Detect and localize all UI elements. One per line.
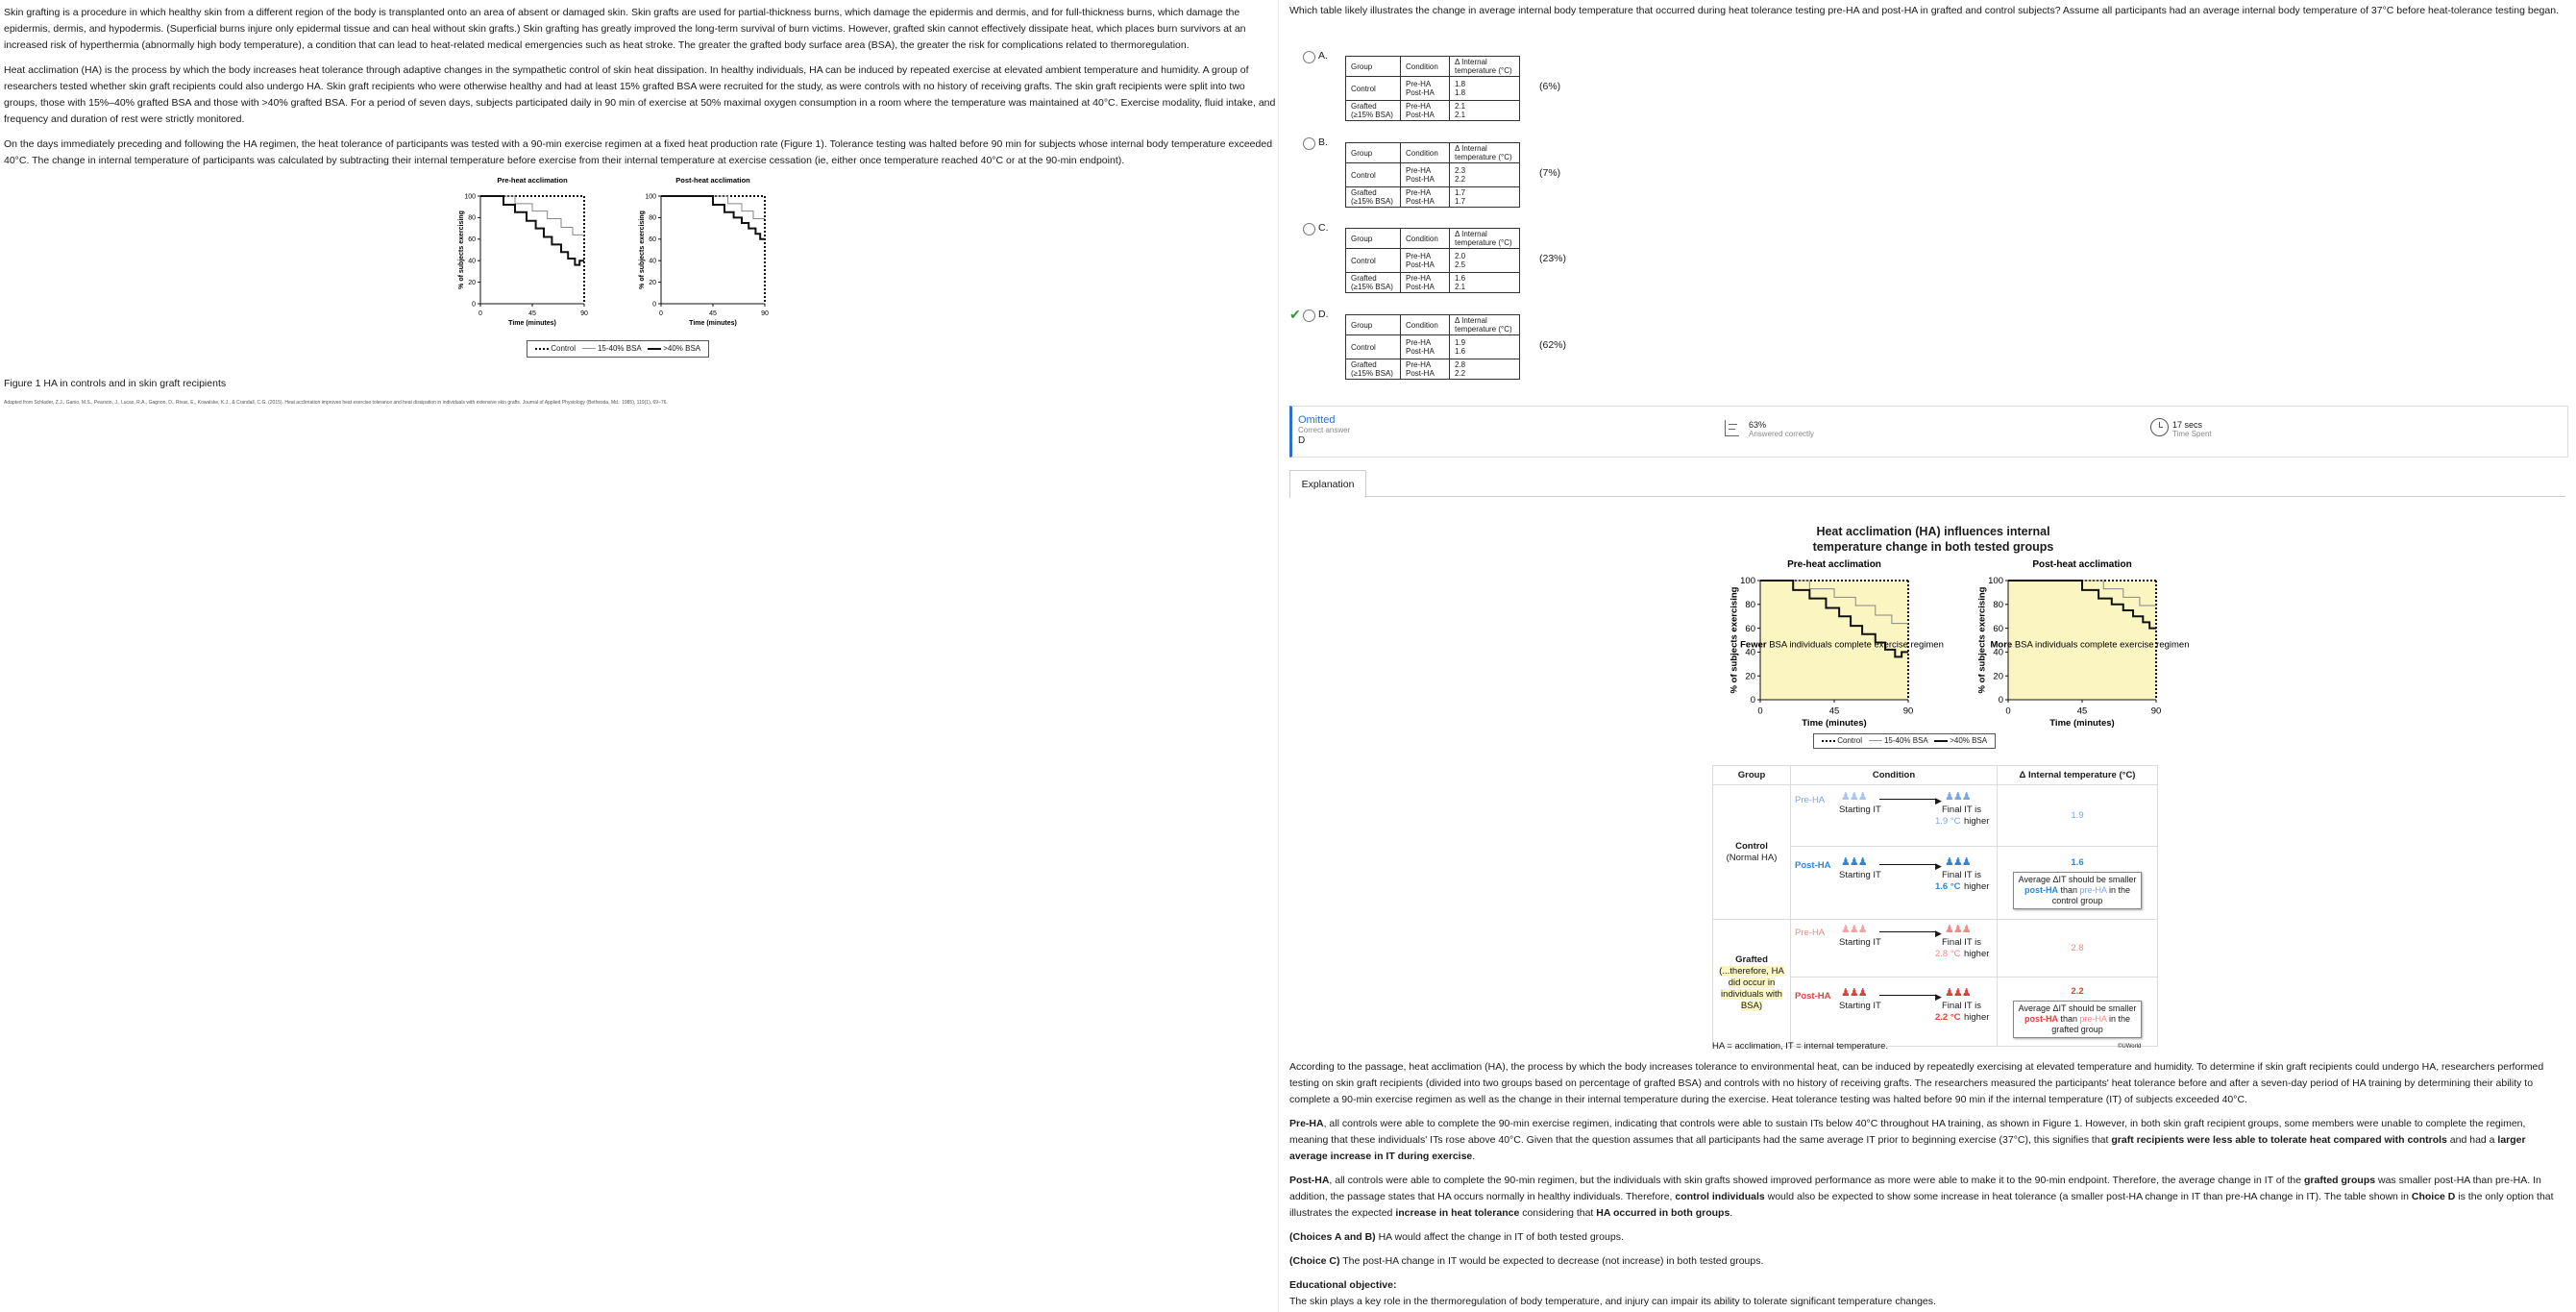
control-post-value-cell [1998, 847, 2158, 920]
people-icon: ♟♟♟ [1841, 987, 1867, 999]
x-tick-label: 0 [659, 310, 663, 317]
answer-choice-d[interactable] [1289, 309, 1597, 385]
final-it-suffix: higher [1964, 816, 1990, 827]
pane-divider [1278, 0, 1279, 1312]
y-tick-label: 40 [649, 258, 656, 265]
choice-percent: (62%) [1539, 339, 1567, 351]
explanation-charts [1712, 556, 2250, 757]
legend-control-swatch [535, 348, 549, 350]
group-control: Control [1346, 335, 1401, 359]
bold-text: Pre-HA [1289, 1118, 1324, 1129]
delta-cell: 2.3 2.2 [1450, 163, 1520, 187]
x-tick-label: 90 [1902, 706, 1914, 717]
choice-table [1345, 56, 1520, 121]
final-it-value: 1.9 °C [1935, 816, 1961, 827]
callout-pre: pre-HA [2079, 884, 2107, 895]
group-grafted: Grafted (≥15% BSA) [1346, 101, 1401, 121]
callout-text: in the control group [2051, 884, 2131, 905]
callout-text: BSA individuals complete exercise regimen [2012, 639, 2190, 651]
x-tick-label: 0 [1757, 706, 1763, 717]
choice-percent: (6%) [1539, 81, 1561, 92]
chart-title: Post-heat acclimation [2032, 559, 2132, 570]
y-tick-label: 0 [1750, 695, 1755, 706]
y-tick-label: 20 [468, 279, 476, 286]
control-post-value: 1.6 [2071, 856, 2084, 868]
bold-text: larger average increase in IT during exercise [1289, 1134, 2526, 1162]
explanation-figure-title: Heat acclimation (HA) influences internal temperature change in both tested groups [1812, 525, 2054, 554]
passage-paragraph-3: On the days immediately preceding and following the HA regimen, the heat tolerance of participants was tested with a 90-min exercise regimen at a fixed heat production rate (Figure 1). Tolerance testing was halted before 90 min for subjects whose internal body temperature exceeded 40°C. The change in internal temperature of participants was calculated by subtracting their internal temperature before exercise from their internal temperature at exercise cessation (ie, either once temperature reached 40°C or at the 90-min endpoint). [4, 138, 1273, 166]
table-header-condition: Condition [1791, 766, 1998, 785]
question-stem: Which table likely illustrates the change in average internal body temperature that occurred during heat tolerance testing pre-HA and post-HA in grafted and control subjects? Assume all participants had an average internal body temperature of 37°C before heat-tolerance testing began. [1289, 5, 2559, 16]
legend-control-label: Control [1837, 736, 1863, 745]
tab-underline [1364, 496, 2565, 497]
callout-text: than [2057, 1013, 2080, 1024]
radio-button[interactable] [1303, 223, 1315, 235]
x-tick-label: 0 [2005, 706, 2011, 717]
choice-letter: B. [1318, 136, 1328, 148]
text: was smaller post-HA than pre-HA. In addition, the passage states that HA occurs normally in healthy individuals. Therefore, [1289, 1175, 2541, 1202]
series-line--40-bsa [661, 196, 765, 239]
header-group: Group [1346, 229, 1401, 249]
y-axis-label: % of subjects exercising [638, 210, 646, 289]
header-group: Group [1346, 143, 1401, 163]
pre-ha-label: Pre-HA [1795, 795, 1826, 805]
choice-letter: A. [1318, 50, 1328, 62]
people-icon: ♟♟♟ [1945, 924, 1971, 935]
passage-paragraph-1: Skin grafting is a procedure in which healthy skin from a different region of the body is transplanted onto an area of absent or damaged skin. Skin grafts are used for partial-thickness burns, which damage the epidermis and dermis, and for full-thickness burns, which damage the epidermis, dermis, and hypodermis. (Superficial burns injure only epidermal tissue and can heal without skin grafts.) Skin grafting has greatly improved the long-term survival of burn victims. However, grafted skin cannot effectively dissipate heat, which places burn survivors at an increased risk of hyperthermia (abnormally high body temperature), a condition that can lead to heat-related medical emergencies such as heat stroke. The greater the grafted body surface area (BSA), the greater the risk for complications related to thermoregulation. [4, 7, 1246, 51]
table-header-group: Group [1713, 766, 1791, 785]
y-tick-label: 80 [468, 214, 476, 222]
arrowhead-icon: ▶ [1935, 861, 1942, 871]
grafted-group-sub: (...therefore, HA did occur in individuals with BSA) [1719, 965, 1784, 1011]
figure-citation: Adapted from Schlader, Z.J., Ganio, M.S., Pearson, J., Lucas, R.A., Gagnon, D., Rivas, E., Kowalske, K.J., & Crandall, C.G. (2015). Heat acclimation improves heat exercise tolerance and heat dissipation in individuals with extensive skin grafts. Journal of Applied Physiology (Bethesda, Md.: 1985), 119(1), 69–76. [4, 400, 668, 406]
people-icon: ♟♟♟ [1841, 791, 1867, 803]
header-condition: Condition [1401, 229, 1450, 249]
y-tick-label: 20 [649, 279, 656, 286]
callout-text: than [2057, 884, 2080, 895]
x-axis-label: Time (minutes) [1802, 718, 1867, 729]
grafted-group-label: Grafted [1735, 953, 1768, 965]
starting-it-label: Starting IT [1839, 937, 1881, 948]
final-it-label: Final IT is [1942, 937, 1982, 948]
control-pre-row [1791, 785, 1998, 847]
y-tick-label: 100 [645, 193, 656, 201]
bold-text: control individuals [1675, 1191, 1765, 1202]
series-line-15-40-bsa [480, 196, 584, 235]
choice-letter: D. [1318, 309, 1329, 320]
radio-button[interactable] [1303, 51, 1315, 63]
header-condition: Condition [1401, 57, 1450, 77]
bold-text: Post-HA [1289, 1175, 1330, 1186]
x-tick-label: 90 [761, 310, 769, 317]
header-delta: Δ Internal temperature (°C) [1450, 57, 1520, 77]
y-tick-label: 60 [1993, 623, 2003, 634]
percent-correct-label: Answered correctly [1749, 430, 1815, 438]
text: The post-HA change in IT would be expected to decrease (not increase) in both tested groups. [1339, 1255, 1764, 1267]
header-condition: Condition [1401, 315, 1450, 335]
y-tick-label: 40 [468, 258, 476, 265]
chart-title: Pre-heat acclimation [1787, 559, 1881, 570]
choice-percent: (7%) [1539, 167, 1561, 179]
header-group: Group [1346, 57, 1401, 77]
group-control: Control [1346, 163, 1401, 187]
header-delta: Δ Internal temperature (°C) [1450, 143, 1520, 163]
people-icon: ♟♟♟ [1945, 987, 1971, 999]
delta-cell: 1.6 2.1 [1450, 273, 1520, 293]
callout-bold: Fewer [1740, 639, 1767, 651]
arrow-icon [1879, 931, 1937, 932]
y-tick-label: 100 [464, 193, 476, 201]
post-ha-label: Post-HA [1795, 860, 1831, 871]
y-tick-label: 80 [1993, 599, 2003, 610]
final-it-label: Final IT is [1942, 870, 1982, 880]
legend-mid-swatch [582, 348, 596, 349]
starting-it-label: Starting IT [1839, 1001, 1881, 1011]
condition-cell: Pre-HA Post-HA [1401, 163, 1450, 187]
x-tick-label: 45 [709, 310, 717, 317]
final-it-suffix: higher [1964, 1012, 1990, 1023]
people-icon: ♟♟♟ [1945, 791, 1971, 803]
people-icon: ♟♟♟ [1841, 924, 1867, 935]
final-it-value: 2.8 °C [1935, 949, 1961, 959]
control-group-sub: (Normal HA) [1726, 852, 1778, 863]
callout-bold: More [1990, 639, 2013, 651]
control-group-cell [1713, 785, 1791, 920]
text: would also be expected to show some increase in heat tolerance (a smaller post-HA change in IT than pre-HA change in IT). The table shown in [1764, 1191, 2412, 1202]
condition-cell: Pre-HA Post-HA [1401, 273, 1450, 293]
pre-ha-label: Pre-HA [1795, 928, 1826, 938]
group-grafted: Grafted (≥15% BSA) [1346, 359, 1401, 380]
y-axis-label: % of subjects exercising [1729, 586, 1740, 694]
bold-text: grafted groups [2304, 1175, 2376, 1186]
y-tick-label: 20 [1993, 671, 2003, 682]
x-axis-label: Time (minutes) [508, 320, 556, 327]
explanation-table [1712, 765, 2158, 1047]
correct-answer-label: Correct answer [1298, 426, 1351, 434]
y-tick-label: 100 [1988, 576, 2003, 587]
delta-cell: 2.1 2.1 [1450, 101, 1520, 121]
y-tick-label: 0 [1998, 695, 2003, 706]
final-it-label: Final IT is [1942, 805, 1982, 815]
grafted-post-value: 2.2 [2071, 985, 2084, 997]
bold-text: increase in heat tolerance [1395, 1207, 1520, 1219]
explanation-paragraph-2 [1289, 1116, 2565, 1165]
header-group: Group [1346, 315, 1401, 335]
condition-cell: Pre-HA Post-HA [1401, 359, 1450, 380]
chart-callout [1991, 639, 2190, 650]
text: HA would affect the change in IT of both tested groups. [1375, 1231, 1624, 1243]
final-it-value: 1.6 °C [1935, 881, 1961, 892]
correct-answer-value: D [1298, 435, 1306, 446]
arrowhead-icon: ▶ [1935, 992, 1942, 1002]
passage-pane [0, 0, 1283, 1312]
people-icon: ♟♟♟ [1945, 856, 1971, 868]
explanation-choice-ab [1289, 1229, 2565, 1246]
choice-letter: C. [1318, 222, 1329, 234]
post-ha-label: Post-HA [1795, 991, 1831, 1002]
text: considering that [1519, 1207, 1597, 1219]
y-tick-label: 40 [1993, 647, 2003, 658]
callout-text: in the grafted group [2051, 1013, 2131, 1034]
x-tick-label: 90 [580, 310, 588, 317]
tab-explanation[interactable]: Explanation [1289, 470, 1366, 498]
bold-text: graft recipients were less able to tolerate heat compared with controls [2111, 1134, 2447, 1146]
control-post-row [1791, 847, 1998, 920]
x-axis-label: Time (minutes) [689, 320, 737, 327]
group-control: Control [1346, 77, 1401, 101]
chart-title: Pre-heat acclimation [497, 176, 568, 185]
time-spent-label: Time Spent [2172, 430, 2212, 438]
callout-post: post-HA [2024, 884, 2058, 895]
figure-1-legend [527, 340, 709, 358]
choice-table [1345, 142, 1520, 208]
y-tick-label: 20 [1745, 671, 1755, 682]
y-tick-label: 60 [649, 236, 656, 244]
people-icon: ♟♟♟ [1841, 856, 1867, 868]
callout-post: post-HA [2024, 1013, 2058, 1024]
question-pane [1289, 0, 2567, 1312]
callout-text: BSA individuals complete exercise regimen [1766, 639, 1944, 651]
final-it-label: Final IT is [1942, 1001, 1982, 1011]
y-tick-label: 60 [1745, 623, 1755, 634]
chart-title: Post-heat acclimation [675, 176, 750, 185]
x-tick-label: 45 [528, 310, 536, 317]
group-control: Control [1346, 249, 1401, 273]
y-tick-label: 100 [1740, 576, 1755, 587]
x-tick-label: 90 [2150, 706, 2162, 717]
x-tick-label: 45 [2076, 706, 2088, 717]
y-tick-label: 80 [649, 214, 656, 222]
grafted-post-row [1791, 978, 1998, 1047]
passage-paragraph-2: Heat acclimation (HA) is the process by which the body increases heat tolerance through adaptive changes in the sympathetic control of skin heat dissipation. In healthy individuals, HA can be induced by repeated exercise at elevated ambient temperature and humidity. A group of researchers tested whether skin graft recipients could also undergo HA. Skin graft recipients who were otherwise healthy and had at least 15% grafted BSA were recruited for the study, as were controls with no history of receiving grafts. The skin graft recipients were split into two groups, those with 15%–40% grafted BSA and those with >40% grafted BSA. For a period of seven days, subjects participated daily in 90 min of exercise at 50% maximal oxygen consumption in a room where the temperature was maintained at 40°C. Exercise modality, fluid intake, and frequency and duration of rest were strictly monitored. [4, 64, 1276, 125]
x-tick-label: 45 [1828, 706, 1840, 717]
condition-cell: Pre-HA Post-HA [1401, 335, 1450, 359]
control-callout-box [2013, 872, 2142, 909]
condition-cell: Pre-HA Post-HA [1401, 101, 1450, 121]
legend-high-swatch [648, 348, 661, 350]
callout-text: Average ΔIT should be smaller [2018, 1003, 2137, 1013]
text: . [1472, 1151, 1476, 1162]
clock-icon [2150, 418, 2169, 436]
explanation-paragraph-1: According to the passage, heat acclimation (HA), the process by which the body increases tolerance to environmental heat, can be induced by repeatedly exercising at elevated temperature and humidity. To determine if skin graft recipients could undergo HA, researchers performed testing on skin graft recipients (divided into two groups based on percentage of grafted BSA) and controls with no history of receiving grafts. The researchers measured the participants' heat tolerance before and after a seven-day period of HA training by determining their ability to complete a 90-min exercise regimen as well as the change in their internal temperature during the exercise. Heat tolerance testing was halted before 90 min if the internal temperature (IT) of subjects exceeded 40°C. [1289, 1061, 2544, 1105]
y-tick-label: 80 [1745, 599, 1755, 610]
explanation-legend [1813, 733, 1996, 749]
explanation-text [1289, 1059, 2565, 1310]
grafted-group-cell [1713, 920, 1791, 1047]
grafted-post-value-cell [1998, 978, 2158, 1047]
delta-cell: 2.8 2.2 [1450, 359, 1520, 380]
condition-cell: Pre-HA Post-HA [1401, 187, 1450, 208]
legend-high-label: >40% BSA [1950, 736, 1988, 745]
delta-cell: 1.7 1.7 [1450, 187, 1520, 208]
callout-text: Average ΔIT should be smaller [2018, 874, 2137, 884]
text: , all controls were able to complete the 90-min regimen, but the individuals with skin grafts showed improved performance as more were able to make it to the 90-min endpoint. Therefore, the average change in IT of the [1329, 1175, 2304, 1186]
starting-it-label: Starting IT [1839, 805, 1881, 815]
chart-callout [1740, 639, 1944, 650]
status-label: Omitted [1298, 414, 1336, 426]
grafted-pre-value-cell [1998, 920, 2158, 978]
explanation-paragraph-3 [1289, 1173, 2565, 1222]
bold-text: (Choices A and B) [1289, 1231, 1376, 1243]
arrow-icon [1879, 864, 1937, 865]
starting-it-label: Starting IT [1839, 870, 1881, 880]
grafted-pre-row [1791, 920, 1998, 978]
legend-mid-label: 15-40% BSA [597, 344, 642, 353]
arrow-icon [1879, 799, 1937, 800]
arrowhead-icon: ▶ [1935, 796, 1942, 805]
choice-percent: (23%) [1539, 253, 1567, 264]
correct-check-icon: ✔ [1289, 307, 1301, 322]
legend-high-swatch [1934, 740, 1948, 742]
delta-cell: 2.0 2.5 [1450, 249, 1520, 273]
delta-cell: 1.9 1.6 [1450, 335, 1520, 359]
legend-control-swatch [1822, 740, 1835, 742]
choice-table [1345, 228, 1520, 293]
control-group-label: Control [1735, 840, 1768, 852]
text: and had a [2446, 1134, 2498, 1146]
answer-stats-bar [1289, 406, 2568, 458]
radio-button[interactable] [1303, 309, 1315, 322]
group-grafted: Grafted (≥15% BSA) [1346, 273, 1401, 293]
arrow-icon [1879, 995, 1937, 996]
control-pre-value-cell [1998, 785, 2158, 847]
condition-cell: Pre-HA Post-HA [1401, 249, 1450, 273]
legend-mid-swatch [1869, 740, 1882, 741]
y-axis-label: % of subjects exercising [1976, 586, 1988, 694]
header-delta: Δ Internal temperature (°C) [1450, 229, 1520, 249]
choice-table [1345, 314, 1520, 380]
legend-mid-label: 15-40% BSA [1883, 736, 1928, 745]
copyright: ©UWorld [2118, 1044, 2142, 1050]
y-tick-label: 40 [1745, 647, 1755, 658]
group-grafted: Grafted (≥15% BSA) [1346, 187, 1401, 208]
text: is the only option that illustrates the expected [1289, 1191, 2554, 1219]
control-pre-value: 1.9 [2071, 809, 2084, 821]
figure-footnote: HA = acclimation, IT = internal temperature. [1712, 1041, 1889, 1052]
final-it-value: 2.2 °C [1935, 1012, 1961, 1023]
callout-pre: pre-HA [2079, 1013, 2107, 1024]
answer-choice-b[interactable] [1289, 136, 1597, 213]
condition-cell: Pre-HA Post-HA [1401, 77, 1450, 101]
y-tick-label: 0 [472, 301, 476, 309]
bold-text: HA occurred in both groups [1596, 1207, 1730, 1219]
final-it-suffix: higher [1964, 881, 1990, 892]
educational-objective-label: Educational objective: [1289, 1279, 1397, 1291]
figure-1-charts [442, 171, 1172, 363]
bar-chart-icon [1725, 420, 1739, 436]
percent-correct-value: 63% [1749, 420, 1767, 430]
radio-button[interactable] [1303, 137, 1315, 150]
header-delta: Δ Internal temperature (°C) [1450, 315, 1520, 335]
table-header-delta: Δ Internal temperature (°C) [1998, 766, 2158, 785]
explanation-choice-c [1289, 1253, 2565, 1270]
x-axis-label: Time (minutes) [2049, 718, 2115, 729]
arrowhead-icon: ▶ [1935, 928, 1942, 938]
educational-objective-text: The skin plays a key role in the thermoregulation of body temperature, and injury can impair its ability to tolerate significant temperature changes. [1289, 1296, 1936, 1307]
figure-caption: Figure 1 HA in controls and in skin graft recipients [4, 378, 227, 389]
answer-choice-c[interactable] [1289, 222, 1597, 299]
text: . [1730, 1207, 1733, 1219]
header-condition: Condition [1401, 143, 1450, 163]
answer-choice-a[interactable] [1289, 50, 1597, 127]
x-tick-label: 0 [478, 310, 482, 317]
y-tick-label: 0 [652, 301, 656, 309]
text: , all controls were able to complete the 90-min exercise regimen, indicating that controls were able to sustain ITs below 40°C throughout HA training, as shown in Figure 1. However, in both skin graft recipient groups, some members were unable to complete the regimen, meaning that these individuals' ITs rose above 40°C. Given that the question assumes that all participants had the same average IT prior to beginning exercise (37°C), this signifies that [1289, 1118, 2526, 1146]
grafted-pre-value: 2.8 [2071, 942, 2084, 953]
y-tick-label: 60 [468, 236, 476, 244]
bold-text: (Choice C) [1289, 1255, 1340, 1267]
grafted-callout-box [2013, 1001, 2142, 1038]
final-it-suffix: higher [1964, 949, 1990, 959]
time-spent-value: 17 secs [2172, 420, 2203, 430]
bold-text: Choice D [2411, 1191, 2456, 1202]
y-axis-label: % of subjects exercising [457, 210, 465, 289]
legend-control-label: Control [551, 344, 577, 353]
legend-high-label: >40% BSA [663, 344, 701, 353]
delta-cell: 1.8 1.8 [1450, 77, 1520, 101]
